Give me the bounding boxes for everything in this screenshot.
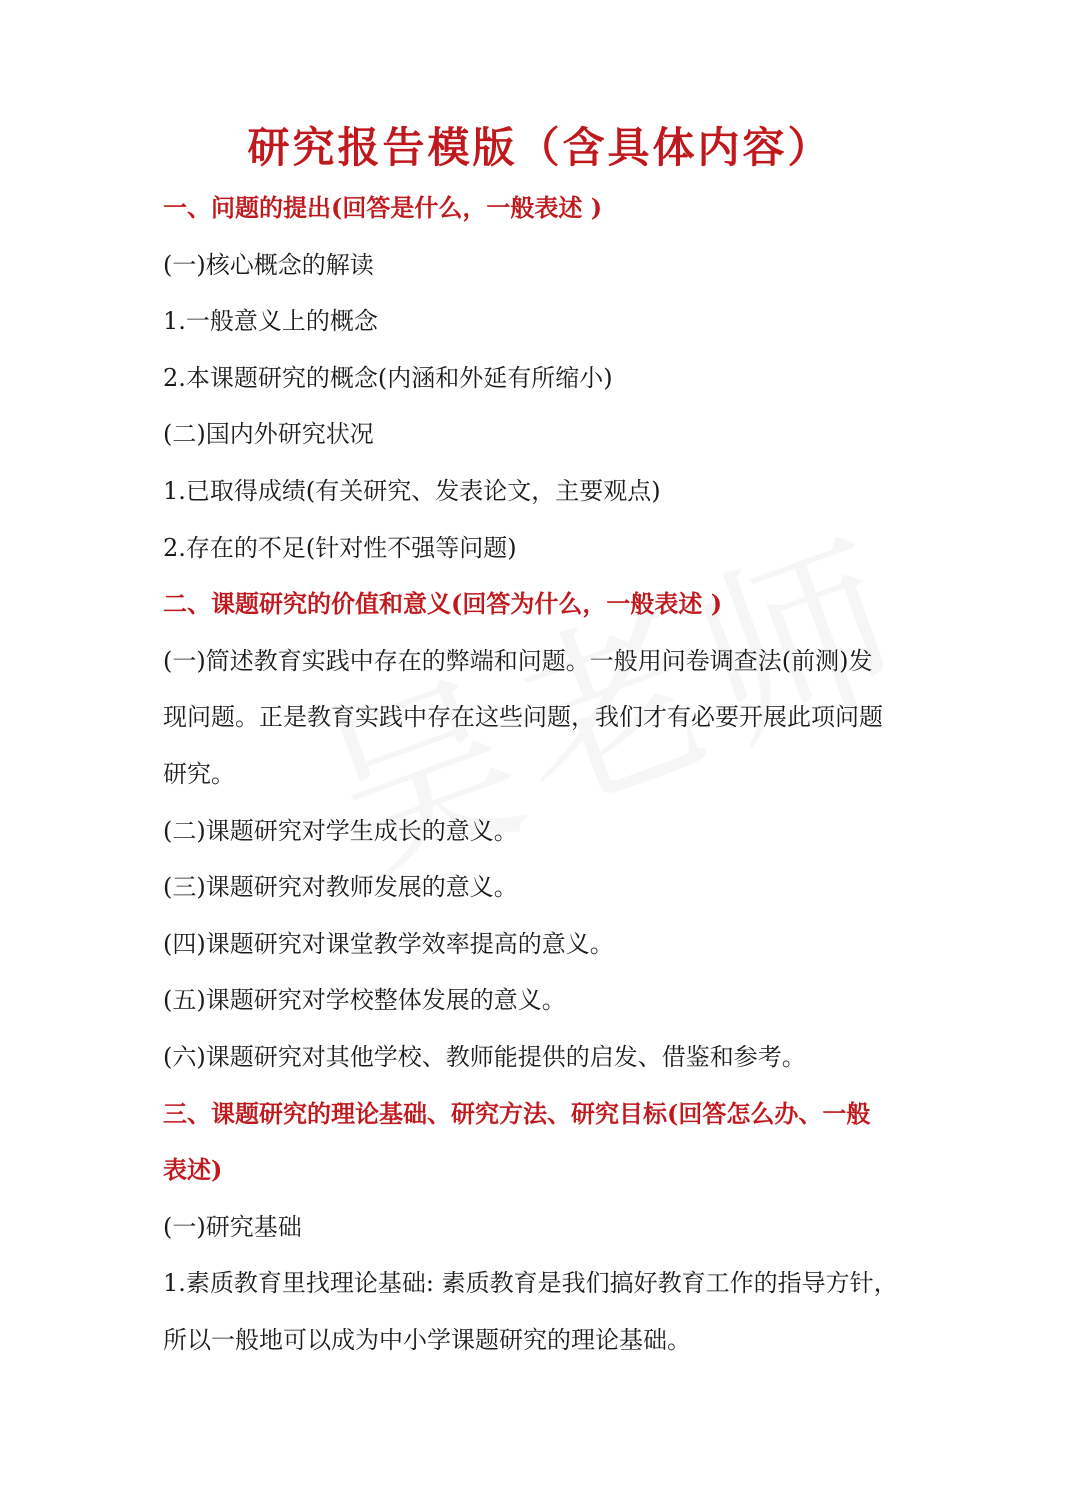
paragraph-line: 所以一般地可以成为中小学课题研究的理论基础。 (163, 1325, 691, 1354)
section-heading-3-cont: 表述) (163, 1155, 223, 1185)
section-heading-1: 一、问题的提出(回答是什么，一般表述 ) (163, 193, 603, 222)
section-heading-2: 二、课题研究的价值和意义(回答为什么，一般表述 ) (163, 589, 723, 619)
section-heading-3: 三、课题研究的理论基础、研究方法、研究目标(回答怎么办、一般 (163, 1098, 871, 1128)
paragraph-line: (二)课题研究对学生成长的意义。 (163, 816, 518, 845)
document-title: 研究报告模版（含具体内容） (247, 123, 833, 172)
paragraph-line: (一)研究基础 (163, 1212, 302, 1241)
paragraph-line: 1.一般意义上的概念 (163, 307, 378, 336)
paragraph-line: 1.已取得成绩(有关研究、发表论文，主要观点) (163, 476, 661, 505)
paragraph-line: (一)核心概念的解读 (163, 250, 374, 279)
paragraph-line: 现问题。正是教育实践中存在这些问题，我们才有必要开展此项问题 (163, 703, 883, 732)
paragraph-line: (五)课题研究对学校整体发展的意义。 (163, 986, 566, 1015)
paragraph-line: 1.素质教育里找理论基础: 素质教育是我们搞好教育工作的指导方针， (163, 1269, 898, 1298)
paragraph-line: 2.本课题研究的概念(内涵和外延有所缩小) (163, 363, 613, 392)
paragraph-line: 研究。 (163, 759, 235, 788)
paragraph-line: (四)课题研究对课堂教学效率提高的意义。 (163, 929, 614, 958)
paragraph-line: 2.存在的不足(针对性不强等问题) (163, 533, 517, 562)
paragraph-line: (一)简述教育实践中存在的弊端和问题。一般用问卷调查法(前测)发 (163, 646, 873, 675)
paragraph-line: (二)国内外研究状况 (163, 420, 374, 449)
paragraph-line: (六)课题研究对其他学校、教师能提供的启发、借鉴和参考。 (163, 1042, 806, 1071)
document-body (163, 180, 933, 1368)
paragraph-line: (三)课题研究对教师发展的意义。 (163, 873, 518, 902)
